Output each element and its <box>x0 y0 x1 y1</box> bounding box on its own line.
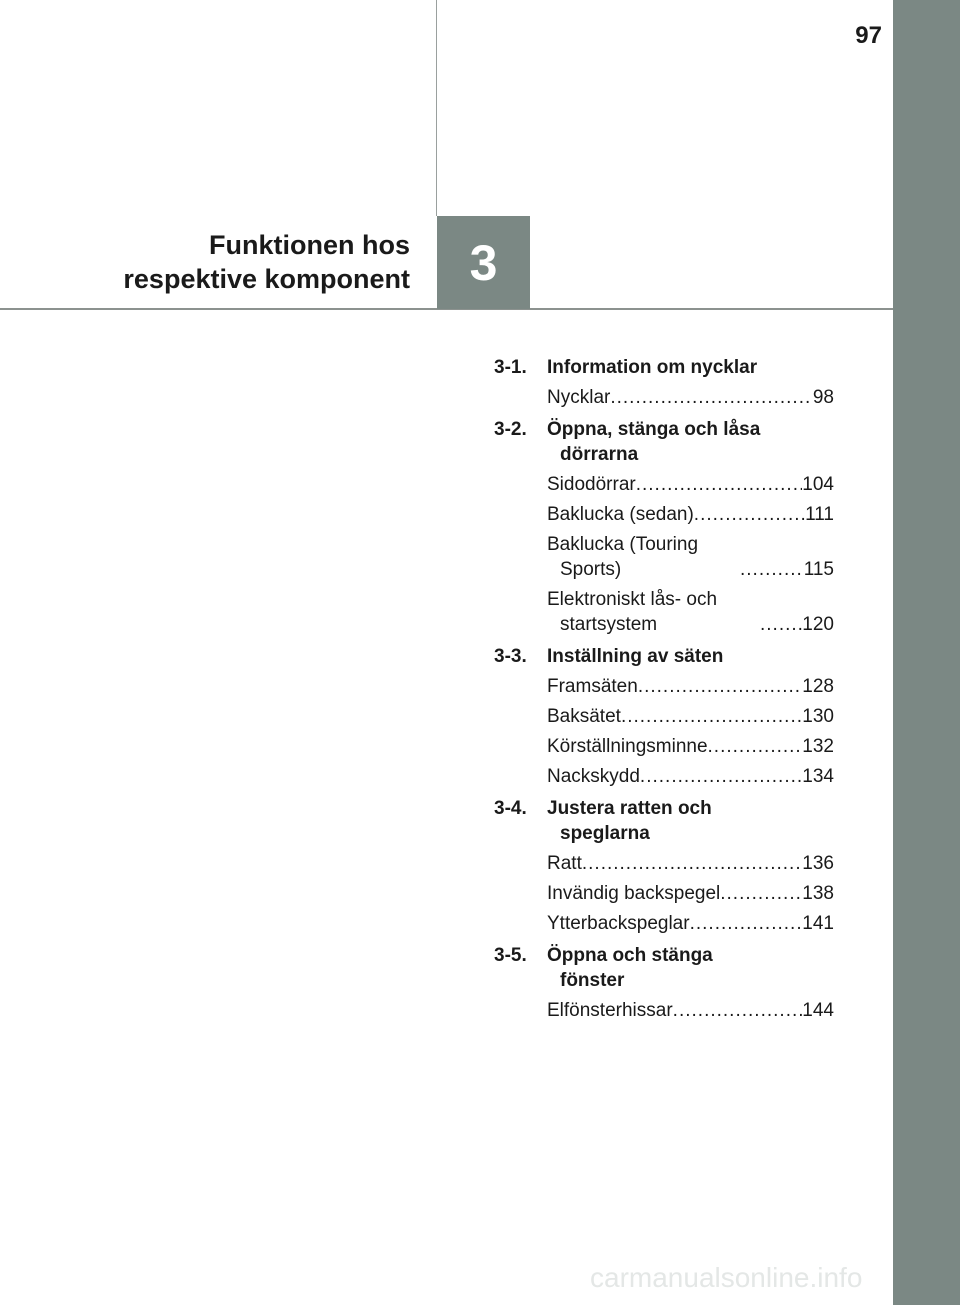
dot-leader <box>640 764 802 789</box>
entry-title: Elfönsterhissar <box>547 1000 673 1021</box>
chapter-title-line: Funktionen hos <box>209 230 410 260</box>
toc-section[interactable] <box>494 796 834 846</box>
dot-leader <box>708 734 803 759</box>
toc-entry[interactable] <box>547 472 834 497</box>
entry-title: Baklucka (Touring Sports) <box>547 534 699 580</box>
entry-title: Baksätet <box>547 706 621 727</box>
toc-entry[interactable] <box>547 502 834 527</box>
entry-page: 134 <box>802 766 834 787</box>
entry-page: 115 <box>803 559 834 580</box>
table-of-contents <box>494 355 834 1023</box>
toc-section[interactable] <box>494 417 834 467</box>
entry-title: Ratt <box>547 853 582 874</box>
toc-entry[interactable] <box>547 674 834 699</box>
dot-leader <box>582 851 802 876</box>
section-number: 3-4. <box>494 798 527 819</box>
entry-page: 144 <box>802 1000 834 1021</box>
toc-entry[interactable] <box>547 764 834 789</box>
entry-page: 120 <box>802 614 834 635</box>
entry-page: 130 <box>802 706 834 727</box>
toc-entry[interactable] <box>547 385 834 410</box>
entry-title: Sidodörrar <box>547 474 636 495</box>
entry-page: 141 <box>802 913 834 934</box>
section-number: 3-1. <box>494 357 527 378</box>
entry-page: 132 <box>802 736 834 757</box>
entry-title: Nycklar <box>547 387 611 408</box>
toc-entry[interactable] <box>547 704 834 729</box>
toc-entry[interactable] <box>547 881 834 906</box>
entry-page: 136 <box>802 853 834 874</box>
section-title: Information om nycklar <box>547 357 758 378</box>
chapter-number-box: 3 <box>437 216 530 309</box>
chapter-title <box>123 228 410 296</box>
dot-leader <box>621 704 802 729</box>
section-number: 3-2. <box>494 419 527 440</box>
page-number: 97 <box>855 22 882 49</box>
section-title: Öppna och stänga fönster <box>547 945 713 991</box>
toc-entry[interactable] <box>547 587 834 637</box>
section-title: Justera ratten och speglarna <box>547 798 712 844</box>
entry-title: Körställningsminne <box>547 736 708 757</box>
dot-leader <box>694 502 805 527</box>
entry-title: Elektroniskt lås- och startsystem <box>547 589 718 635</box>
section-number: 3-5. <box>494 945 527 966</box>
dot-leader <box>638 674 802 699</box>
toc-entry[interactable] <box>547 734 834 759</box>
dot-leader <box>610 385 813 410</box>
dot-leader <box>673 998 803 1023</box>
section-number: 3-3. <box>494 646 527 667</box>
dot-leader <box>720 881 802 906</box>
entry-page: 111 <box>805 504 834 525</box>
dot-leader <box>636 472 803 497</box>
entry-title: Invändig backspegel <box>547 883 721 904</box>
dot-leader <box>690 911 803 936</box>
dot-leader <box>740 557 804 582</box>
entry-title: Framsäten <box>547 676 638 697</box>
entry-page: 98 <box>812 387 834 408</box>
toc-entry[interactable] <box>547 998 834 1023</box>
toc-section[interactable] <box>494 644 834 669</box>
toc-entry[interactable] <box>547 911 834 936</box>
toc-entry[interactable] <box>547 532 834 582</box>
dot-leader <box>760 612 802 637</box>
entry-page: 128 <box>802 676 834 697</box>
chapter-title-line: respektive komponent <box>123 264 410 294</box>
watermark: carmanualsonline.info <box>590 1262 863 1293</box>
toc-section[interactable] <box>494 355 834 380</box>
entry-title: Ytterbackspeglar <box>547 913 690 934</box>
entry-title: Nackskydd <box>547 766 640 787</box>
section-title: Inställning av säten <box>547 646 724 667</box>
chapter-side-tab <box>893 0 960 1305</box>
toc-section[interactable] <box>494 943 834 993</box>
header-divider-vertical <box>436 0 437 216</box>
section-title: Öppna, stänga och låsa dörrarna <box>547 419 761 465</box>
entry-page: 104 <box>802 474 834 495</box>
entry-title: Baklucka (sedan) <box>547 504 694 525</box>
toc-entry[interactable] <box>547 851 834 876</box>
entry-page: 138 <box>802 883 834 904</box>
